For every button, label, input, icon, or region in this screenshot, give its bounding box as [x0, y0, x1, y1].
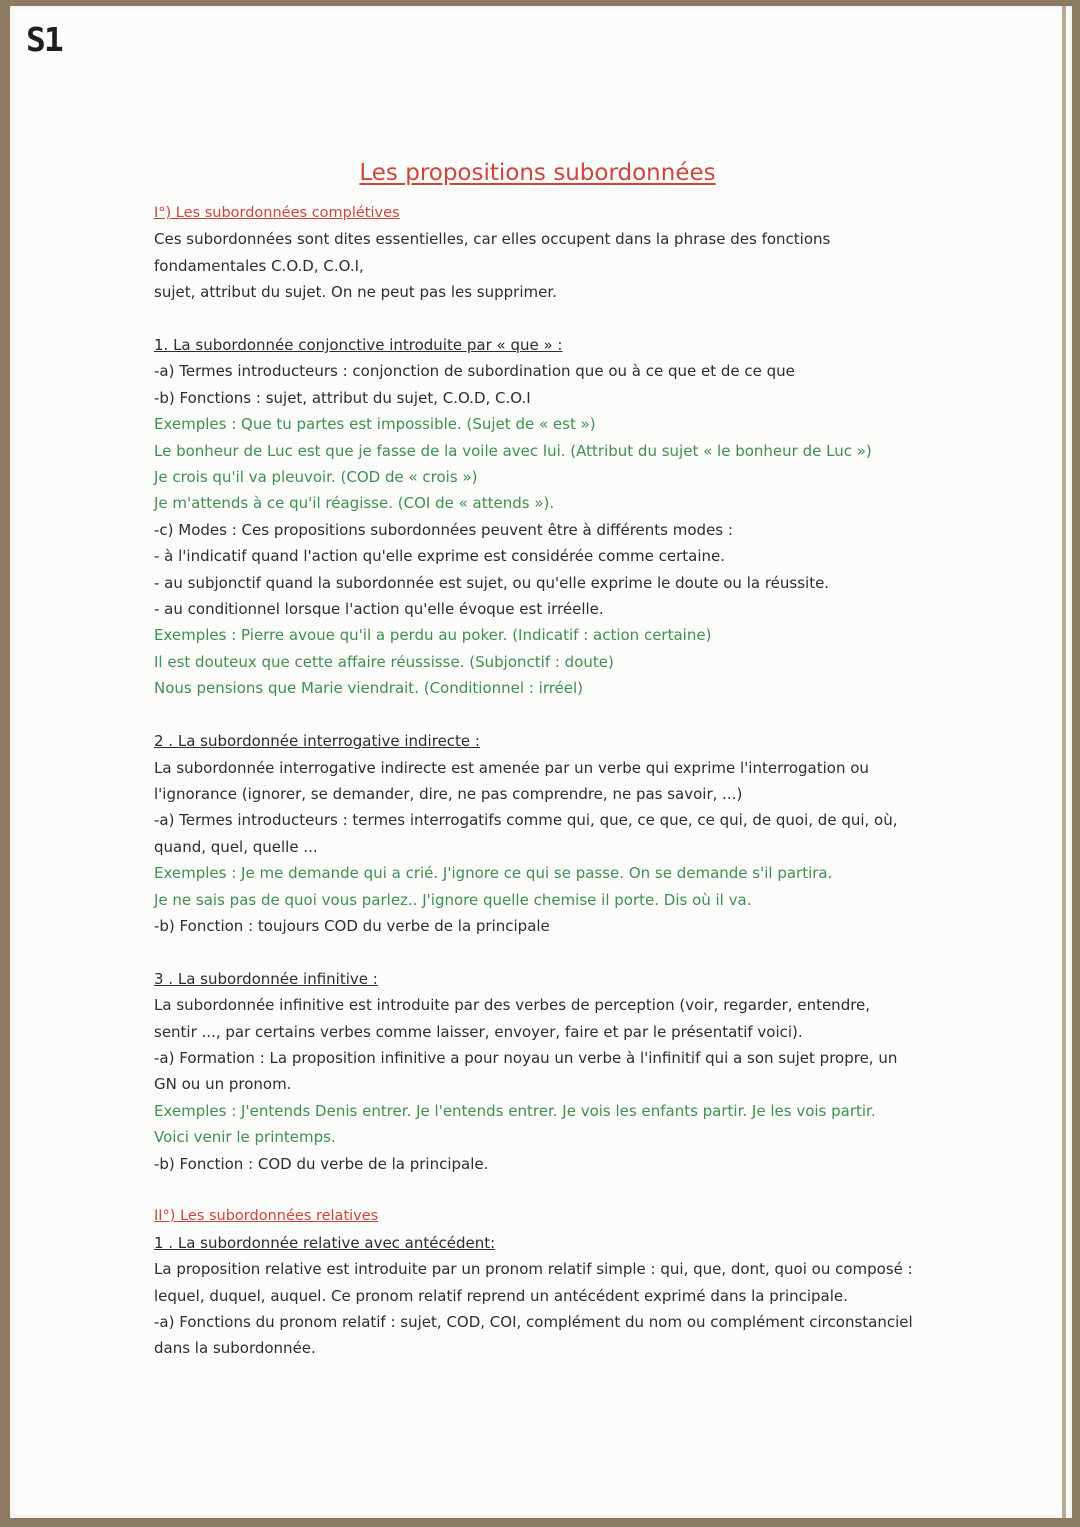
section-heading: I°) Les subordonnées complétives — [154, 205, 400, 221]
page-title: Les propositions subordonnées — [359, 160, 716, 186]
section-heading: II°) Les subordonnées relatives — [154, 1208, 379, 1225]
text-line: La subordonnée interrogative indirecte est amenée par un verbe qui exprime l'interrogation ou — [154, 758, 869, 777]
text-line: -a) Termes introducteurs : termes interrogatifs comme qui, que, ce que, ce qui, de quoi, de qui, où, — [154, 811, 898, 830]
section-spacer — [154, 939, 934, 965]
text-line: -a) Fonctions du pronom relatif : sujet, COD, COI, complément du nom ou complément circonstanciel — [154, 1313, 913, 1331]
text-line: - au subjonctif quand la subordonnée est sujet, ou qu'elle exprime le doute ou la réussite. — [154, 573, 830, 592]
example-line: Exemples : Pierre avoue qu'il a perdu au poker. (Indicatif : action certaine) — [154, 626, 712, 645]
section-spacer — [154, 306, 934, 332]
example-line: Exemples : J'entends Denis entrer. Je l'entends entrer. Je vois les enfants partir. Je les vois partir. — [154, 1101, 876, 1120]
text-line: quand, quel, quelle ... — [154, 837, 318, 856]
example-line: Exemples : Que tu partes est impossible. (Sujet de « est ») — [154, 415, 596, 434]
text-line: -a) Formation : La proposition infinitive a pour noyau un verbe à l'infinitif qui a son sujet propre, un — [154, 1048, 898, 1067]
example-line: Je m'attends à ce qu'il réagisse. (COI de « attends »). — [154, 494, 555, 513]
example-line: Il est douteux que cette affaire réussisse. (Subjonctif : doute) — [154, 652, 614, 671]
text-line: La subordonnée infinitive est introduite par des verbes de perception (voir, regarder, entendre, — [154, 996, 871, 1015]
document-body — [154, 200, 934, 1362]
text-line: - au conditionnel lorsque l'action qu'elle évoque est irréelle. — [154, 600, 604, 619]
section-spacer — [154, 1177, 934, 1203]
example-line: Je ne sais pas de quoi vous parlez.. J'ignore quelle chemise il porte. Dis où il va. — [154, 890, 752, 909]
text-line: Ces subordonnées sont dites essentielles, car elles occupent dans la phrase des fonctions — [154, 230, 831, 249]
subsection-heading: 3 . La subordonnée infinitive : — [154, 969, 378, 988]
text-line: -b) Fonction : toujours COD du verbe de la principale — [154, 916, 550, 935]
subsection-heading: 1 . La subordonnée relative avec antécédent: — [154, 1233, 496, 1252]
text-line: l'ignorance (ignorer, se demander, dire, ne pas comprendre, ne pas savoir, ...) — [154, 784, 743, 803]
text-line: - à l'indicatif quand l'action qu'elle exprime est considérée comme certaine. — [154, 547, 726, 566]
example-line: Voici venir le printemps. — [154, 1128, 336, 1147]
example-line: Exemples : Je me demande qui a crié. J'ignore ce qui se passe. On se demande s'il partira. — [154, 864, 833, 883]
text-line: -b) Fonctions : sujet, attribut du sujet, C.O.D, C.O.I — [154, 388, 531, 407]
subsection-heading: 2 . La subordonnée interrogative indirecte : — [154, 732, 480, 751]
text-line: -c) Modes : Ces propositions subordonnées peuvent être à différents modes : — [154, 520, 733, 539]
text-line: fondamentales C.O.D, C.O.I, — [154, 256, 364, 275]
text-line: -a) Termes introducteurs : conjonction de subordination que ou à ce que et de ce que — [154, 362, 795, 381]
text-line: GN ou un pronom. — [154, 1075, 292, 1094]
example-line: Le bonheur de Luc est que je fasse de la voile avec lui. (Attribut du sujet « le bonheur de Luc ») — [154, 441, 872, 460]
section-spacer — [154, 702, 934, 728]
text-line: sujet, attribut du sujet. On ne peut pas les supprimer. — [154, 283, 557, 302]
text-line: lequel, duquel, auquel. Ce pronom relatif reprend un antécédent exprimé dans la principale. — [154, 1286, 848, 1305]
example-line: Je crois qu'il va pleuvoir. (COD de « crois ») — [154, 468, 478, 487]
text-line: sentir ..., par certains verbes comme laisser, envoyer, faire et par le présentatif voici). — [154, 1022, 803, 1041]
example-line: Nous pensions que Marie viendrait. (Conditionnel : irréel) — [154, 679, 584, 698]
text-line: dans la subordonnée. — [154, 1339, 316, 1358]
page-edge — [1062, 6, 1066, 1518]
corner-label: S1 — [26, 20, 62, 59]
text-line: La proposition relative est introduite par un pronom relatif simple : qui, que, dont, quoi ou composé : — [154, 1260, 913, 1279]
subsection-heading: 1. La subordonnée conjonctive introduite par « que » : — [154, 336, 563, 355]
text-line: -b) Fonction : COD du verbe de la principale. — [154, 1154, 489, 1173]
